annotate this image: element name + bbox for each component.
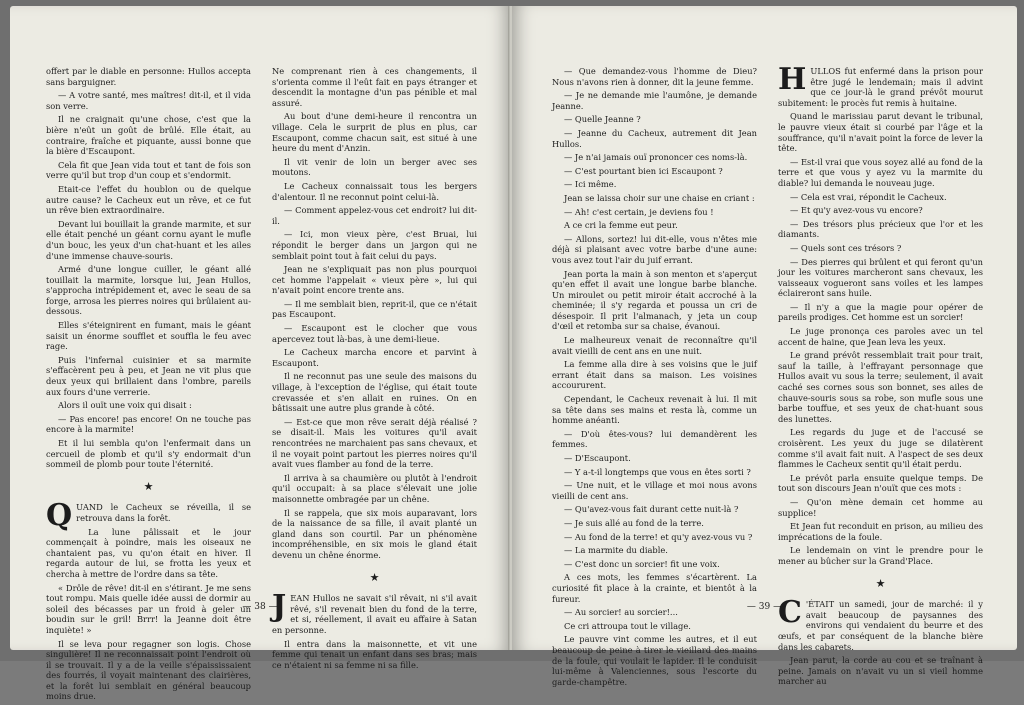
paragraph-text: — Que demandez-vous l'homme de Dieu? Nous n'avons rien à donner, dit la jeune femme. xyxy=(552,66,757,87)
paragraph-text: — Y a-t-il longtemps que vous en êtes sorti ? xyxy=(564,466,751,477)
paragraph-text: — Est-il vrai que vous soyez allé au fond de la terre et que vous y ayez vu la marmite du diable? lui demanda le nouveau juge. xyxy=(778,156,983,188)
paragraph xyxy=(552,90,757,111)
paragraph xyxy=(272,589,477,635)
paragraph-text: — Allons, sortez! lui dit-elle, vous n'êtes mie déjà si plaisant avec votre barbe d'une aune: vous avez tout l'air du juif errant. xyxy=(552,233,757,265)
paragraph-text: Au bout d'une demi-heure il rencontra un village. Cela le surprit de plus en plus, car Escaupont, comme chacun sait, est situé à une heure du ment d'Anzin. xyxy=(272,111,477,154)
paragraph-text: Le juge prononça ces paroles avec un tel accent de haine, que Jean leva les yeux. xyxy=(778,326,983,347)
paragraph-text: — Ah! c'est certain, je deviens fou ! xyxy=(564,206,714,217)
paragraph xyxy=(46,438,251,470)
paragraph xyxy=(778,655,983,687)
paragraph xyxy=(272,157,477,178)
paragraph-text: Les regards du juge et de l'accusé se croisèrent. Les yeux du juge se dilatèrent comme s'il avait fait nuit. A l'aspect de ses deux flammes le Cacheux sentit qu'il était perdu. xyxy=(778,427,983,470)
paragraph-text: — Je suis allé au fond de la terre. xyxy=(564,517,704,528)
paragraph-text: EAN Hullos ne savait s'il rêvait, ni s'il avait rêvé, s'il revenait bien du fond de la terre, et si, réellement, il avait eu affaire à Satan en personne. xyxy=(272,593,477,635)
paragraph-text: offert par le diable en personne: Hullos accepta sans barguigner. xyxy=(46,66,251,87)
paragraph-text: — D'où êtes-vous? lui demandèrent les femmes. xyxy=(552,428,757,450)
paragraph xyxy=(272,66,477,108)
paragraph-text: — Au sorcier! au sorcier!... xyxy=(564,607,678,618)
paragraph xyxy=(552,193,757,204)
paragraph xyxy=(552,634,757,687)
drop-cap: H xyxy=(778,62,807,97)
paragraph-text: — Est-ce que mon rêve serait déjà réalisé ? se disait-il. Mais les voitures qu'il avait rencontrées ne marchaient pas sans chevaux, et il ne voyait point partout les pierres noires qu'il avait vues flamber au fond de la terre. xyxy=(272,416,477,470)
paragraph-text: Le malheureux venait de reconnaître qu'il avait vieilli de cent ans en une nuit. xyxy=(552,335,757,356)
paragraph xyxy=(272,347,477,368)
paragraph-text: Le prévôt parla ensuite quelque temps. De tout son discours Jean n'ouït que ces mots : xyxy=(778,472,983,494)
paragraph xyxy=(46,355,251,397)
paragraph-text: Le grand prévôt ressemblait trait pour trait, sauf la taille, à l'effrayant personnage que Hullos avait vu sous la terre; seulement, il avait caché ses cornes sous son bonnet, ses ailes de chauve-souris sous sa robe, son mufle sous une barbe touffue, et ses yeux de chat-huant sous des lunettes. xyxy=(778,350,983,424)
paragraph-text: — Comment appelez-vous cet endroit? lui dit-il. xyxy=(272,205,477,226)
paragraph-text: Alors il ouït une voix qui disait : xyxy=(58,400,192,411)
paragraph-text: Jean parut, la corde au cou et se traînant à peine. Jamais on n'avait vu un si vieil homme marcher au xyxy=(778,655,983,687)
paragraph xyxy=(552,207,757,218)
paragraph xyxy=(552,114,757,125)
drop-cap: J xyxy=(272,589,287,625)
paragraph-text: — C'est donc un sorcier! fit une voix. xyxy=(564,558,720,569)
paragraph-text: Ce cri attroupa tout le village. xyxy=(564,620,691,631)
paragraph-text: A ce cri la femme eut peur. xyxy=(564,220,678,231)
paragraph-text: Etait-ce l'effet du houblon ou de quelque autre cause? le Cacheux eut un rêve, et ce fut un rêve bien extraordinaire. xyxy=(46,183,251,216)
paragraph xyxy=(778,427,983,469)
paragraph-text: — Une nuit, et le village et moi nous avons vieilli de cent ans. xyxy=(552,480,757,501)
paragraph xyxy=(46,498,251,534)
paragraph-text: Jean se laissa choir sur une chaise en criant : xyxy=(564,192,755,203)
paragraph xyxy=(552,335,757,356)
paragraph xyxy=(552,179,757,190)
paragraph xyxy=(46,400,251,411)
paragraph-text: Jean porta la main à son menton et s'aperçut qu'en effet il avait une longue barbe blanche. Un miroulet ou petit miroir était accroché à la cheminée; il s'y regarda et poussa un cri de désespoir. Il prit l'almanach, y jeta un coup d'œil et retomba sur sa chaise, évanoui. xyxy=(552,268,757,332)
paragraph xyxy=(778,497,983,518)
paragraph xyxy=(552,128,757,149)
paragraph xyxy=(778,205,983,216)
paragraph xyxy=(46,160,251,181)
section-break-star: ★ xyxy=(143,479,154,493)
paragraph xyxy=(46,320,251,352)
drop-cap: Q xyxy=(46,498,73,534)
paragraph xyxy=(552,152,757,163)
paragraph xyxy=(46,90,251,111)
paragraph-text: 'ÉTAIT un samedi, jour de marché: il y avait beaucoup de paysannes des environs qui vendaient du beurre et des œufs, et par conséquent de la blanche bière dans les cabarets. xyxy=(778,599,983,652)
paragraph-text: Puis l'infernal cuisinier et sa marmite s'effacèrent peu à peu, et Jean ne vit plus que deux yeux qui brillaient dans l'ombre, pareils aux fours d'une verrerie. xyxy=(46,354,251,397)
page-number-39: — 39 — xyxy=(746,602,783,612)
right-page-column-2 xyxy=(778,62,983,690)
paragraph xyxy=(46,414,251,435)
paragraph xyxy=(272,229,477,261)
paragraph-text: UAND le Cacheux se réveilla, il se retrouva dans la forêt. xyxy=(76,502,251,523)
paragraph-text: — Des pierres qui brûlent et qui feront qu'un jour les voitures marcheront sans chevaux, les vaisseaux vogueront sans voiles et les lampes éclaireront sans huile. xyxy=(778,256,983,299)
paragraph-text: « Drôle de rêve! dit-il en s'étirant. Je me sens tout rompu. Mais quelle idée aussi de dormir au soleil des bécasses par un froid à geler un boudin sur le gril! Brrr! la Jeanne doit être inquiète! » xyxy=(46,582,251,635)
paragraph-text: — Et qu'y avez-vous vu encore? xyxy=(790,205,923,216)
paragraph-text: — Ici même. xyxy=(564,179,617,190)
paragraph-text: — Au fond de la terre! et qu'y avez-vous vu ? xyxy=(564,531,753,542)
paragraph xyxy=(552,480,757,501)
left-page-column-2 xyxy=(272,66,477,673)
section-break-star: ★ xyxy=(875,576,886,590)
paragraph xyxy=(272,323,477,344)
paragraph xyxy=(552,359,757,391)
paragraph-text: — Des trésors plus précieux que l'or et les diamants. xyxy=(778,218,983,240)
paragraph xyxy=(552,621,757,632)
paragraph xyxy=(272,264,477,296)
paragraph xyxy=(778,111,983,153)
paragraph-text: Quand le marissiau parut devant le tribunal, le pauvre vieux était si courbé par l'âge et la souffrance, qu'il n'avait point la force de lever la tête. xyxy=(778,111,983,154)
paragraph xyxy=(778,302,983,323)
paragraph xyxy=(46,527,251,580)
paragraph-text: Il arriva à sa chaumière ou plutôt à l'endroit qu'il occupait: à sa place s'élevait une jolie maisonnette ombragée par un chêne. xyxy=(272,472,477,504)
paragraph xyxy=(272,181,477,202)
paragraph xyxy=(778,473,983,494)
paragraph xyxy=(272,371,477,413)
paragraph-text: — Jeanne du Cacheux, autrement dit Jean Hullos. xyxy=(552,127,757,149)
paragraph-text: ULLOS fut enfermé dans la prison pour être jugé le lendemain; mais il advint que ce jour-là le grand prévôt mourut subitement: le procès fut remis à huitaine. xyxy=(778,66,983,108)
paragraph xyxy=(46,219,251,261)
paragraph xyxy=(272,111,477,153)
paragraph-text: Il ne reconnut pas une seule des maisons du village, à l'exception de l'église, qui était toute crevassée et s'en allait en ruines. On en bâtissait une autre plus grande à côté. xyxy=(272,371,477,414)
paragraph-text: Ne comprenant rien à ces changements, il s'orienta comme il l'eût fait en pays étranger et descendit la montagne d'un pas pénible et mal assuré. xyxy=(272,66,477,108)
paragraph xyxy=(552,394,757,426)
paragraph-text: Il entra dans la maisonnette, et vit une femme qui tenait un enfant dans ses bras; mais ce n'étaient ni sa femme ni sa fille. xyxy=(272,638,477,670)
paragraph xyxy=(778,219,983,240)
paragraph xyxy=(778,192,983,203)
paragraph xyxy=(552,572,757,604)
paragraph-text: — Quels sont ces trésors ? xyxy=(790,242,902,253)
paragraph-text: — Je n'ai jamais ouï prononcer ces noms-là. xyxy=(564,152,748,163)
paragraph-text: — Quelle Jeanne ? xyxy=(564,114,641,125)
paragraph xyxy=(778,243,983,254)
paragraph xyxy=(46,184,251,216)
paragraph-text: — A votre santé, mes maîtres! dit-il, et il vida son verre. xyxy=(46,90,251,111)
paragraph xyxy=(778,545,983,566)
paragraph xyxy=(46,264,251,317)
paragraph-text: Cependant, le Cacheux revenait à lui. Il mit sa tête dans ses mains et resta là, comme un homme anéanti. xyxy=(552,394,757,426)
paragraph-text: Et il lui sembla qu'on l'enfermait dans un cercueil de plomb et qu'il s'y endormait d'un sommeil de plomb pour toute l'éternité. xyxy=(46,438,251,470)
paragraph-text: Il ne craignait qu'une chose, c'est que la bière n'eût un goût de brûlé. Elle était, au contraire, fraîche et piquante, aussi bonne que la bière d'Escaupont. xyxy=(46,114,251,157)
paragraph-text: Il se rappela, que six mois auparavant, lors de la naissance de sa fille, il avait planté un gland dans son courtil. Par un phénomène incompréhensible, en six mois le gland était devenu un chêne énorme. xyxy=(272,507,477,560)
paragraph xyxy=(552,532,757,543)
paragraph xyxy=(272,639,477,671)
paragraph xyxy=(272,417,477,470)
paragraph xyxy=(552,518,757,529)
paragraph xyxy=(272,473,477,505)
paragraph xyxy=(778,350,983,424)
paragraph-text: — Escaupont est le clocher que vous apercevez tout là-bas, à une demi-lieue. xyxy=(272,323,477,344)
paragraph-text: Armé d'une longue cuiller, le géant allé touillait la marmite, lorsque lui, Jean Hullos, s'approcha intrépidement et, avec le seau de sa forge, arrosa les pierres noires qui brûlaient au-dessous. xyxy=(46,264,251,317)
paragraph xyxy=(46,66,251,87)
paragraph xyxy=(552,504,757,515)
paragraph-text: Il se leva pour regagner son logis. Chose singulière! Il ne reconnaissait point l'endroit où il se trouvait. Il y a de la veille s'épaississaient des fourrés, il voyait maintenant des clairières, et la forêt lui semblait en général beaucoup moins drue. xyxy=(46,638,251,702)
paragraph-text: Jean ne s'expliquait pas non plus pourquoi cet homme l'appelait « vieux père », lui qui n'avait point encore trente ans. xyxy=(272,264,477,296)
page-number-38: — 38 — xyxy=(242,602,278,612)
paragraph xyxy=(46,639,251,703)
paragraph xyxy=(552,453,757,464)
paragraph-text: Cela fit que Jean vida tout et tant de fois son verre qu'il but trop d'un coup et s'endormit. xyxy=(46,159,251,181)
paragraph xyxy=(552,234,757,266)
paragraph-text: La lune pâlissait et le jour commençait à poindre, mais les oiseaux ne chantaient pas, vu qu'on était en hiver. Il regarda autour de lui, se frotta les yeux et chercha à mettre de l'ordre dans sa tête. xyxy=(46,526,251,579)
paragraph-text: — Cela est vrai, répondit le Cacheux. xyxy=(790,191,947,202)
paragraph xyxy=(552,429,757,450)
paragraph xyxy=(778,521,983,542)
paragraph xyxy=(552,559,757,570)
paragraph-text: — Il me semblait bien, reprit-il, que ce n'était pas Escaupont. xyxy=(272,298,477,320)
paragraph-text: — Je ne demande mie l'aumône, je demande Jeanne. xyxy=(552,90,757,111)
paragraph xyxy=(46,114,251,156)
paragraph-text: — Qu'on mène demain cet homme au supplice! xyxy=(778,496,983,518)
paragraph xyxy=(552,66,757,87)
paragraph-text: La femme alla dire à ses voisins que le juif errant était dans sa maison. Les voisines accoururent. xyxy=(552,359,757,391)
paragraph xyxy=(552,166,757,177)
paragraph-text: Le pauvre vint comme les autres, et il eut beaucoup de peine à tirer le vieillard des mains de la foule, qui voulait le lapider. Il le conduisit lui-même à Valenciennes, sous l'escorte du garde-champêtre. xyxy=(552,634,757,687)
paragraph-text: — C'est pourtant bien ici Escaupont ? xyxy=(564,165,723,176)
paragraph-text: — D'Escaupont. xyxy=(564,453,631,463)
paragraph xyxy=(552,269,757,333)
paragraph-text: Devant lui bouillait la grande marmite, et sur elle était penché un géant cornu ayant le mufle d'un bouc, les yeux d'un chat-huant et les ailes d'une immense chauve-souris. xyxy=(46,218,251,261)
paragraph-text: — La marmite du diable. xyxy=(564,545,668,556)
paragraph-text: A ces mots, les femmes s'écartèrent. La curiosité fit place à la crainte, et bientôt à la fureur. xyxy=(552,572,757,604)
section-break-star: ★ xyxy=(369,570,380,584)
paragraph xyxy=(272,205,477,226)
drop-cap: C xyxy=(778,595,802,631)
paragraph xyxy=(778,62,983,108)
paragraph-text: Le lendemain on vint le prendre pour le mener au bûcher sur la Grand'Place. xyxy=(778,545,983,566)
paragraph xyxy=(778,157,983,189)
paragraph xyxy=(552,545,757,556)
paragraph xyxy=(778,326,983,347)
paragraph xyxy=(272,299,477,320)
paragraph xyxy=(552,467,757,478)
paragraph-text: Il vit venir de loin un berger avec ses moutons. xyxy=(272,156,477,178)
paragraph-text: — Qu'avez-vous fait durant cette nuit-là ? xyxy=(564,504,739,515)
paragraph xyxy=(778,257,983,299)
paragraph-text: Le Cacheux marcha encore et parvint à Escaupont. xyxy=(272,347,477,368)
paragraph xyxy=(552,220,757,231)
paragraph-text: — Ici, mon vieux père, c'est Bruai, lui répondit le berger dans un jargon qui ne semblait point tout à fait celui du pays. xyxy=(272,229,477,261)
paragraph-text: Et Jean fut reconduit en prison, au milieu des imprécations de la foule. xyxy=(778,521,983,542)
paragraph-text: — Il n'y a que la magie pour opérer de pareils prodiges. Cet homme est un sorcier! xyxy=(778,301,983,323)
paragraph-text: Elles s'éteignirent en fumant, mais le géant saisit un énorme soufflet et souffla le feu avec rage. xyxy=(46,320,251,352)
paragraph xyxy=(272,508,477,561)
paragraph-text: Le Cacheux connaissait tous les bergers d'alentour. Il ne reconnut point celui-là. xyxy=(272,180,477,202)
left-page xyxy=(10,6,510,702)
right-page xyxy=(512,6,1017,687)
right-page-column-1 xyxy=(552,66,757,690)
paragraph-text: — Pas encore! pas encore! On ne touche pas encore à la marmite! xyxy=(46,413,251,435)
